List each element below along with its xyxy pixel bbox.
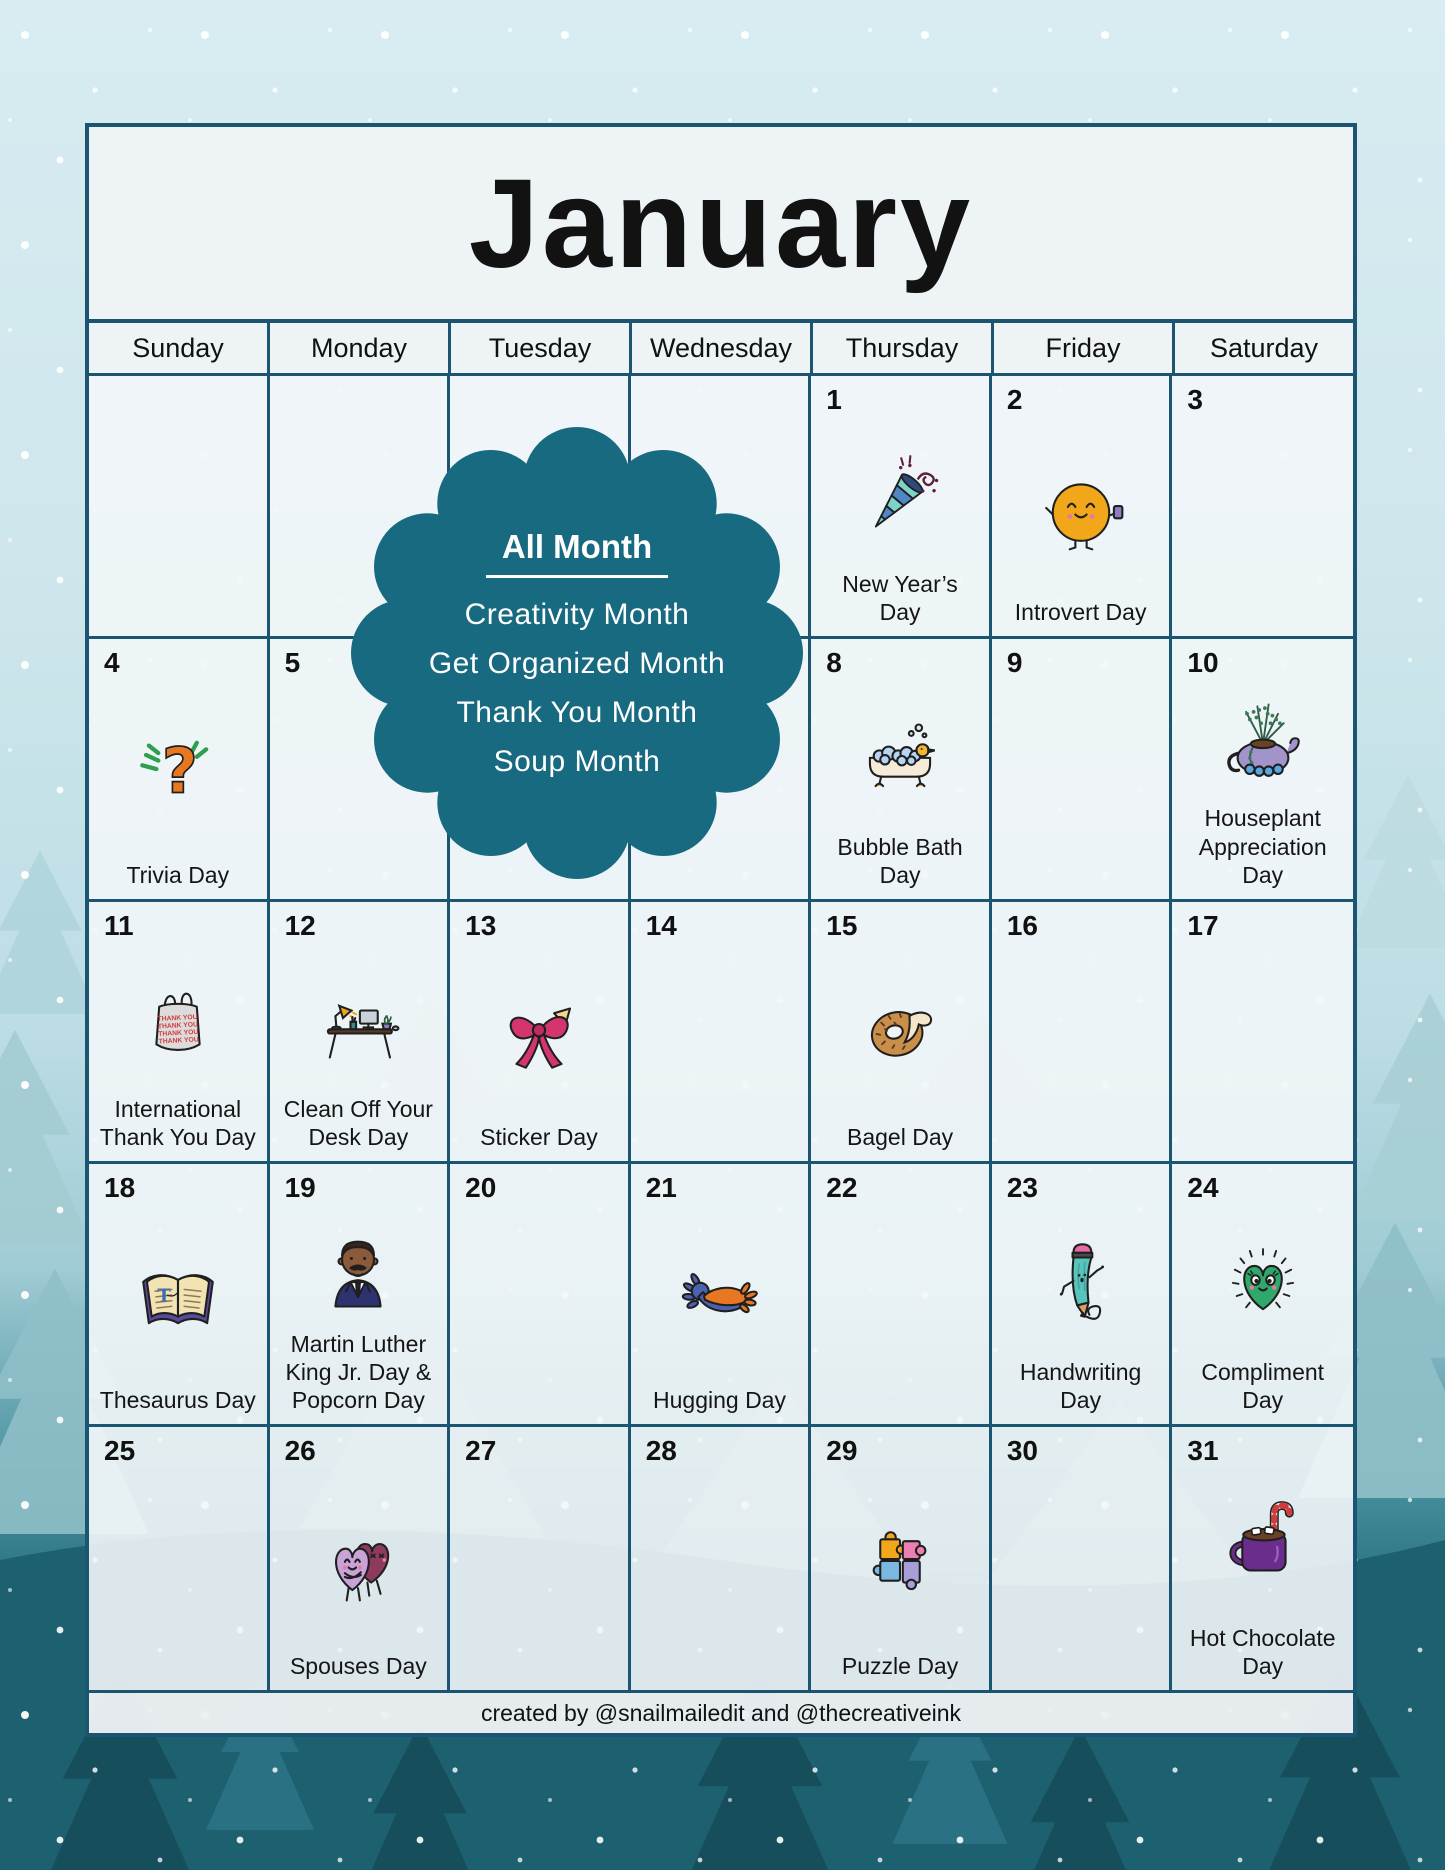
date-number: 21 xyxy=(645,1172,677,1204)
empty-icon-slot xyxy=(455,1204,623,1414)
bow-sticker-icon xyxy=(455,942,623,1124)
date-number: 4 xyxy=(104,646,120,678)
date-number: 24 xyxy=(1187,1172,1219,1204)
empty-icon-slot xyxy=(636,1467,804,1680)
day-cell-17 xyxy=(1172,902,1353,1165)
pencil-icon xyxy=(997,1204,1165,1358)
day-label: Clean Off Your Desk Day xyxy=(283,1096,433,1151)
day-cell-1 xyxy=(811,376,992,639)
date-number: 5 xyxy=(284,646,301,678)
all-month-text xyxy=(351,427,803,879)
all-month-item: Get Organized Month xyxy=(428,646,726,680)
date-number: 31 xyxy=(1187,1435,1219,1467)
empty-icon-slot xyxy=(455,1467,623,1680)
weekday-header-monday: Monday xyxy=(270,323,451,373)
day-label: Introvert Day xyxy=(1014,598,1147,625)
day-cell-26 xyxy=(270,1427,451,1690)
day-label: Houseplant Appreciation Day xyxy=(1198,805,1327,888)
date-number: 27 xyxy=(465,1435,497,1467)
date-number: 2 xyxy=(1006,384,1023,415)
day-label: Bubble Bath Day xyxy=(837,833,963,888)
day-label: Thesaurus Day xyxy=(99,1387,256,1414)
compliment-heart-icon xyxy=(1177,1204,1348,1358)
date-number: 14 xyxy=(645,909,677,941)
date-number: 26 xyxy=(284,1435,316,1467)
calendar-title-row xyxy=(89,127,1353,323)
weekday-row xyxy=(89,323,1353,376)
party-horn-icon xyxy=(816,416,984,570)
weekday-header-sunday: Sunday xyxy=(89,323,270,373)
calendar-footer xyxy=(89,1690,1353,1733)
date-number: 8 xyxy=(826,646,842,678)
day-cell-empty xyxy=(89,376,270,639)
houseplant-icon xyxy=(1177,679,1348,805)
day-cell-23 xyxy=(992,1164,1173,1427)
day-cell-28 xyxy=(631,1427,812,1690)
day-label: Trivia Day xyxy=(126,861,230,888)
date-number: 1 xyxy=(826,384,842,415)
date-number: 19 xyxy=(284,1172,316,1204)
empty-icon-slot xyxy=(1177,416,1348,626)
date-number: 25 xyxy=(104,1435,136,1467)
all-month-heading: All Month xyxy=(486,528,668,578)
weekday-header-saturday: Saturday xyxy=(1209,332,1319,363)
day-cell-11 xyxy=(89,902,270,1165)
day-cell-20 xyxy=(450,1164,631,1427)
day-cell-24 xyxy=(1172,1164,1353,1427)
date-number: 16 xyxy=(1006,909,1038,941)
svg-text:?: ? xyxy=(161,734,198,808)
bubble-bath-icon xyxy=(816,679,984,833)
date-number: 18 xyxy=(104,1172,136,1204)
introvert-icon xyxy=(997,416,1165,598)
day-cell-14 xyxy=(631,902,812,1165)
all-month-list xyxy=(429,598,725,779)
svg-text:THANK YOU: THANK YOU xyxy=(157,1014,198,1024)
empty-icon-slot xyxy=(94,384,262,626)
day-cell-30 xyxy=(992,1427,1173,1690)
date-number: 10 xyxy=(1187,646,1219,678)
day-cell-22 xyxy=(811,1164,992,1427)
empty-icon-slot xyxy=(94,1467,262,1680)
empty-icon-slot xyxy=(997,942,1165,1152)
spouses-hearts-icon xyxy=(275,1467,443,1652)
day-cell-12 xyxy=(270,902,451,1165)
day-cell-8 xyxy=(811,639,992,902)
svg-text:THANK YOU: THANK YOU xyxy=(157,1021,198,1031)
thesaurus-book-icon xyxy=(94,1204,262,1386)
bagel-icon xyxy=(816,942,984,1124)
day-label: New Year’s Day xyxy=(842,570,958,625)
mlk-portrait-icon xyxy=(275,1204,443,1330)
day-cell-15 xyxy=(811,902,992,1165)
weekday-header-thursday: Thursday xyxy=(813,323,994,373)
question-mark-icon xyxy=(94,679,262,861)
all-month-item: Creativity Month xyxy=(464,597,690,631)
day-cell-19 xyxy=(270,1164,451,1427)
svg-text:T: T xyxy=(157,1285,171,1307)
day-label: Handwriting Day xyxy=(1019,1359,1142,1414)
date-number: 20 xyxy=(465,1172,497,1204)
date-number: 23 xyxy=(1006,1172,1038,1204)
hugging-arms-icon xyxy=(636,1204,804,1386)
day-label: Compliment Day xyxy=(1201,1359,1325,1414)
date-number: 9 xyxy=(1006,646,1023,678)
weekday-header-friday: Friday xyxy=(994,323,1175,373)
all-month-badge xyxy=(351,427,803,879)
day-cell-29 xyxy=(811,1427,992,1690)
empty-icon-slot xyxy=(997,679,1165,889)
date-number: 28 xyxy=(645,1435,677,1467)
day-label: Sticker Day xyxy=(480,1124,598,1151)
day-cell-18 xyxy=(89,1164,270,1427)
day-label: Martin Luther King Jr. Day & Popcorn Day xyxy=(285,1331,432,1414)
day-cell-4 xyxy=(89,639,270,902)
date-number: 13 xyxy=(465,909,497,941)
date-number: 29 xyxy=(826,1435,858,1467)
all-month-item: Thank You Month xyxy=(456,695,698,729)
day-cell-2 xyxy=(992,376,1173,639)
hot-chocolate-icon xyxy=(1177,1467,1348,1624)
day-label: Spouses Day xyxy=(289,1652,427,1679)
day-label: Hot Chocolate Day xyxy=(1189,1624,1336,1679)
date-number: 30 xyxy=(1006,1435,1038,1467)
day-label: Bagel Day xyxy=(847,1124,954,1151)
desk-icon xyxy=(275,942,443,1096)
day-label: Hugging Day xyxy=(653,1387,786,1414)
day-cell-25 xyxy=(89,1427,270,1690)
weekday-header-wednesday: Wednesday xyxy=(632,323,813,373)
puzzle-icon xyxy=(816,1467,984,1652)
all-month-item: Soup Month xyxy=(493,744,661,778)
date-number: 12 xyxy=(284,909,316,941)
thank-you-bag-icon xyxy=(94,942,262,1096)
day-cell-21 xyxy=(631,1164,812,1427)
day-label: Puzzle Day xyxy=(841,1652,959,1679)
day-cell-13 xyxy=(450,902,631,1165)
empty-icon-slot xyxy=(816,1204,984,1414)
date-number: 15 xyxy=(826,909,858,941)
day-cell-3 xyxy=(1172,376,1353,639)
svg-text:THANK YOU: THANK YOU xyxy=(158,1036,199,1046)
svg-text:THANK YOU: THANK YOU xyxy=(157,1029,199,1039)
date-number: 17 xyxy=(1187,909,1219,941)
date-number: 11 xyxy=(104,909,134,941)
empty-icon-slot xyxy=(636,942,804,1152)
day-cell-27 xyxy=(450,1427,631,1690)
day-cell-16 xyxy=(992,902,1173,1165)
empty-icon-slot xyxy=(997,1467,1165,1680)
day-cell-31 xyxy=(1172,1427,1353,1690)
day-label: International Thank You Day xyxy=(99,1096,256,1151)
day-cell-9 xyxy=(992,639,1173,902)
calendar-title: January xyxy=(468,152,974,294)
weekday-header-tuesday: Tuesday xyxy=(451,323,632,373)
date-number: 3 xyxy=(1187,384,1203,415)
january-calendar xyxy=(85,123,1357,1737)
credit-text: created by @snailmailedit and @thecreativeink xyxy=(480,1699,962,1726)
day-cell-10 xyxy=(1172,639,1353,902)
date-number: 22 xyxy=(826,1172,858,1204)
empty-icon-slot xyxy=(1177,942,1348,1152)
